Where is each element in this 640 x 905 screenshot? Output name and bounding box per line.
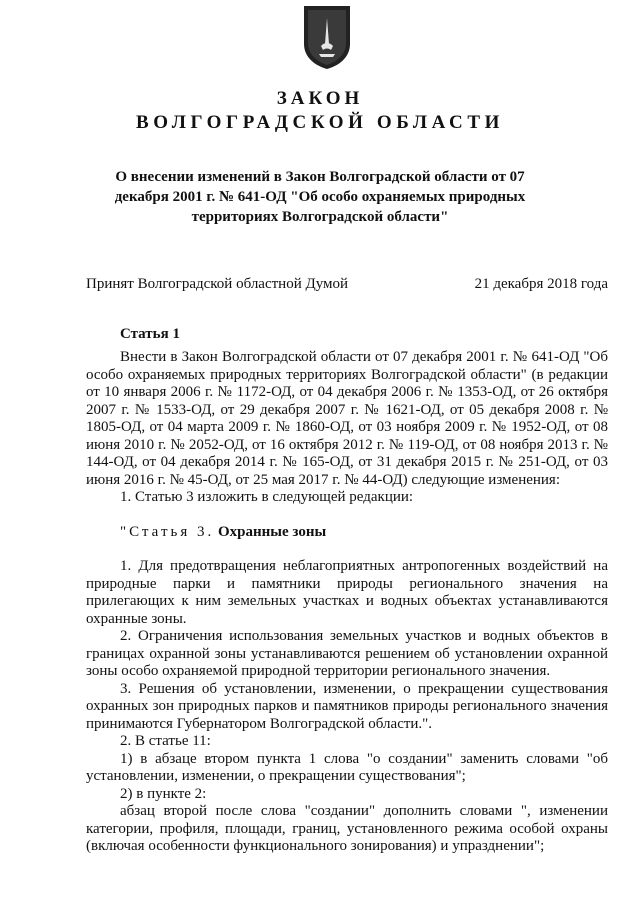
item-2-2-text: абзац второй после слова "создании" дополнить словами ", изменении категории, профиля, площади, границ, установленного режима особой охраны (включая особенности функционального зонирования) и упразднении";	[86, 803, 608, 854]
item-2: 2. В статье 11:	[120, 733, 211, 749]
adoption-line	[86, 276, 608, 293]
adoption-date: 21 декабря 2018 года	[474, 276, 608, 292]
article-body	[86, 349, 608, 856]
clause-3: 3. Решения об установлении, изменении, о прекращении существования охранных зон природных парков и памятников природы регионального значения принимаются Губернатором Волгоградской области.".	[86, 680, 608, 732]
clause-1: 1. Для предотвращения неблагоприятных антропогенных воздействий на природные парки и памятники природы регионального значения на прилегающих к ним земельных участках и водных объектах устанавливаются охранные зоны.	[86, 558, 608, 627]
clause-2: 2. Ограничения использования земельных участков и водных объектов в границах охранной зоны устанавливаются решением об установлении охранной зоны особо охраняемой природной территории регионального значения.	[86, 628, 608, 679]
document-title: ЗАКОН	[276, 88, 364, 109]
adopted-by: Принят Волгоградской областной Думой	[86, 276, 349, 292]
coat-of-arms-icon	[302, 4, 352, 70]
article-heading: Статья 1	[120, 326, 180, 342]
document-region: ВОЛГОГРАДСКОЙ ОБЛАСТИ	[135, 112, 505, 133]
item-1: 1. Статью 3 изложить в следующей редакции:	[120, 489, 414, 505]
article-intro: Внести в Закон Волгоградской области от 07 декабря 2001 г. № 641-ОД "Об особо охраняемых природных территориях Волгоградской области" (в редакции от 10 января 2006 г. № 1172-ОД, от 04 декабря 2006 г. № 1353-ОД, от 26 октября 2007 г. № 1533-ОД, от 29 декабря 2007 г. № 1621-ОД, от 05 декабря 2008 г. № 1805-ОД, от 04 марта 2009 г. № 1860-ОД, от 03 ноября 2009 г. № 1952-ОД, от 08 июня 2010 г. № 2052-ОД, от 16 октября 2012 г. № 119-ОД, от 08 ноября 2013 г. № 144-ОД, от 04 декабря 2014 г. № 165-ОД, от 31 декабря 2015 г. № 251-ОД, от 03 июня 2016 г. № 45-ОД, от 25 мая 2017 г. № 44-ОД) следующие изменения:	[86, 349, 608, 488]
item-2-2: 2) в пункте 2:	[120, 785, 207, 802]
item-2-1: 1) в абзаце втором пункта 1 слова "о создании" заменить словами "об установлении, изменении, о прекращении существования";	[86, 750, 608, 784]
law-subject: О внесении изменений в Закон Волгоградской области от 07 декабря 2001 г. № 641-ОД "Об особо охраняемых природных территориях Волгоградской области"	[114, 169, 526, 225]
quoted-article-heading	[86, 524, 608, 542]
quoted-article-prefix: "Статья 3.	[120, 523, 215, 540]
quoted-article-title: Охранные зоны	[217, 523, 327, 540]
